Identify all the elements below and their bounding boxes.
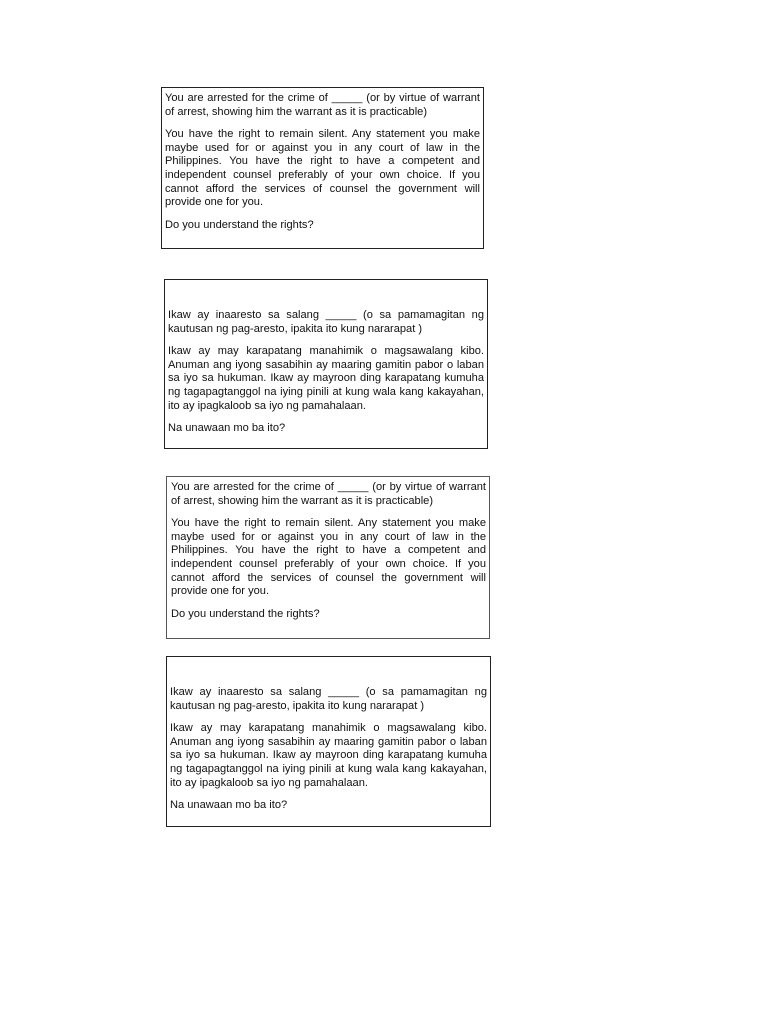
rights-card-tagalog-2 [166,656,491,827]
rights-statement: You have the right to remain silent. Any statement you make maybe used for or against you in any court of law in the Philippines. You have the right to have a competent and independent counsel preferably of your own choice. If you cannot afford the services of counsel the government will provide one for you. [171,517,486,598]
arrest-statement: Ikaw ay inaaresto sa salang _____ (o sa pamamagitan ng kautusan ng pag-aresto, ipakita ito kung nararapat ) [170,686,487,712]
understanding-question: Do you understand the rights? [171,607,320,620]
understanding-question: Na unawaan mo ba ito? [168,422,286,435]
rights-card-english-2 [166,476,490,639]
rights-statement: Ikaw ay may karapatang manahimik o magsawalang kibo. Anuman ang iyong sasabihin ay maaring gamitin pabor o laban sa iyo sa hukuman. Ikaw ay mayroon ding karapatang kumuha ng tagapagtanggol na iying pinili at kung wala kang kakayahan, ito ay ipagkaloob sa iyo ng pamahalaan. [168,345,484,412]
arrest-statement: Ikaw ay inaaresto sa salang _____ (o sa pamamagitan ng kautusan ng pag-aresto, ipakita ito kung nararapat ) [168,309,484,335]
rights-statement: You have the right to remain silent. Any statement you make maybe used for or against you in any court of law in the Philippines. You have the right to have a competent and independent counsel preferably of your own choice. If you cannot afford the services of counsel the government will provide one for you. [165,128,480,209]
arrest-statement: You are arrested for the crime of _____ (or by virtue of warrant of arrest, showing him the warrant as it is practicable) [165,92,480,118]
understanding-question: Do you understand the rights? [165,218,314,231]
arrest-statement: You are arrested for the crime of _____ (or by virtue of warrant of arrest, showing him the warrant as it is practicable) [171,481,486,507]
rights-card-english-1 [161,87,484,249]
rights-statement: Ikaw ay may karapatang manahimik o magsawalang kibo. Anuman ang iyong sasabihin ay maaring gamitin pabor o laban sa iyo sa hukuman. Ikaw ay mayroon ding karapatang kumuha ng tagapagtanggol na iying pinili at kung wala kang kakayahan, ito ay ipagkaloob sa iyo ng pamahalaan. [170,722,487,789]
rights-card-tagalog-1 [164,279,488,449]
understanding-question: Na unawaan mo ba ito? [170,799,288,812]
